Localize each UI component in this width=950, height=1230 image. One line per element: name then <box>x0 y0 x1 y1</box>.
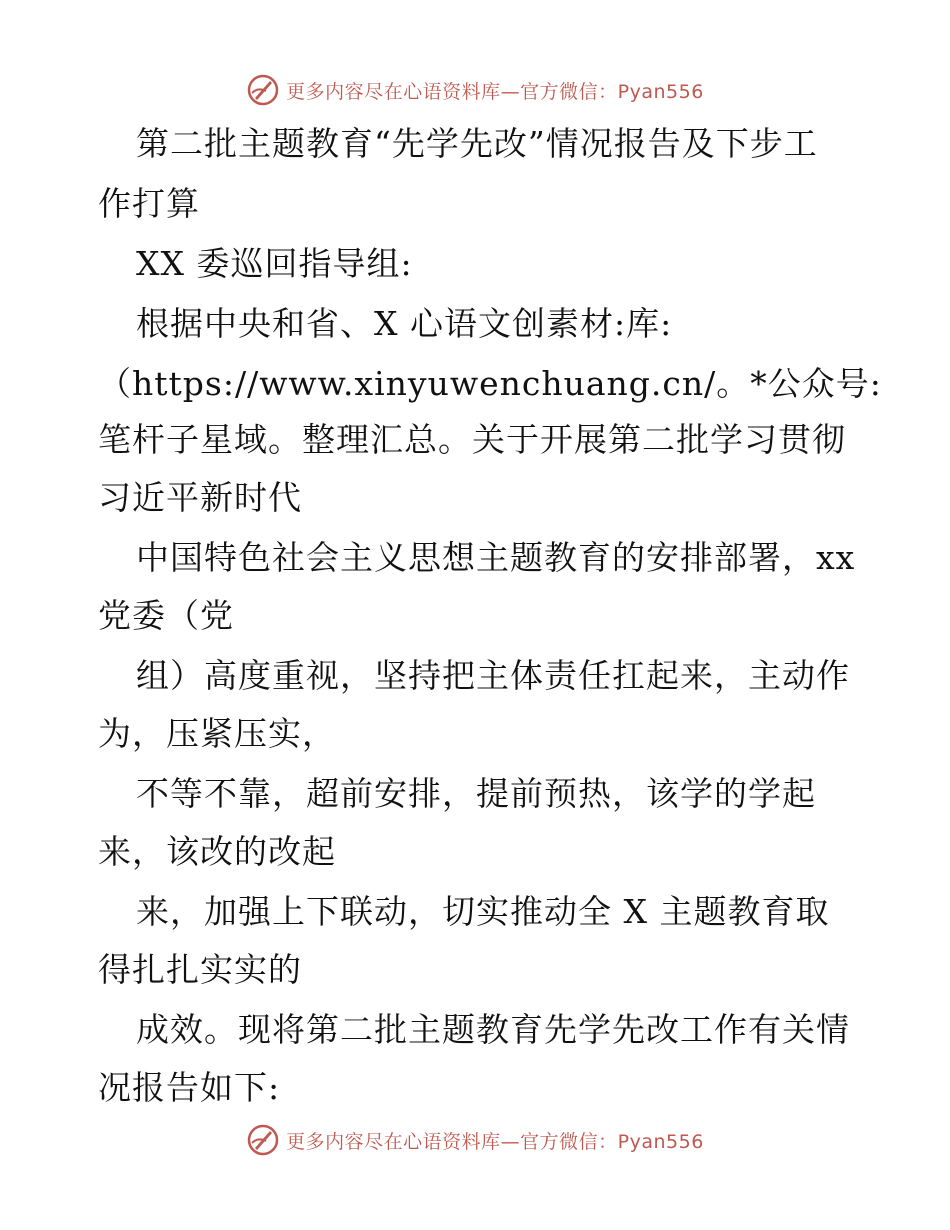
body-line: 得扎扎实实的 <box>98 950 302 989</box>
body-line: 不等不靠，超前安排，提前预热，该学的学起 <box>136 774 816 813</box>
body-line: 况报告如下: <box>98 1068 281 1107</box>
header-watermark-text: 更多内容尽在心语资料库—官方微信：Pyan556 <box>286 80 704 103</box>
title-line-2: 作打算 <box>98 184 200 223</box>
footer-watermark-text: 更多内容尽在心语资料库—官方微信：Pyan556 <box>286 1130 704 1153</box>
header-watermark-banner <box>0 70 950 110</box>
quill-logo-icon <box>246 73 280 107</box>
body-line: 党委（党 <box>98 596 234 635</box>
footer-watermark-banner <box>0 1120 950 1160</box>
quill-logo-icon <box>246 1123 280 1157</box>
body-line: 笔杆子星域。整理汇总。关于开展第二批学习贯彻 <box>98 420 846 459</box>
title-line-1: 第二批主题教育“先学先改”情况报告及下步工 <box>136 124 818 163</box>
body-line: 组）高度重视，坚持把主体责任扛起来，主动作 <box>136 656 850 695</box>
body-line: 为，压紧压实， <box>98 714 336 753</box>
body-line: 中国特色社会主义思想主题教育的安排部署，xx <box>136 538 856 577</box>
salutation-line: XX 委巡回指导组: <box>136 244 413 283</box>
body-line: 来，加强上下联动，切实推动全 X 主题教育取 <box>136 892 830 931</box>
body-line: 来，该改的改起 <box>98 832 336 871</box>
body-line: 根据中央和省、X 心语文创素材:库: <box>136 304 673 343</box>
body-line: 习近平新时代 <box>98 478 302 517</box>
body-line: （https://www.xinyuwenchuang.cn/。*公众号: <box>98 364 882 403</box>
body-line: 成效。现将第二批主题教育先学先改工作有关情 <box>136 1010 850 1049</box>
